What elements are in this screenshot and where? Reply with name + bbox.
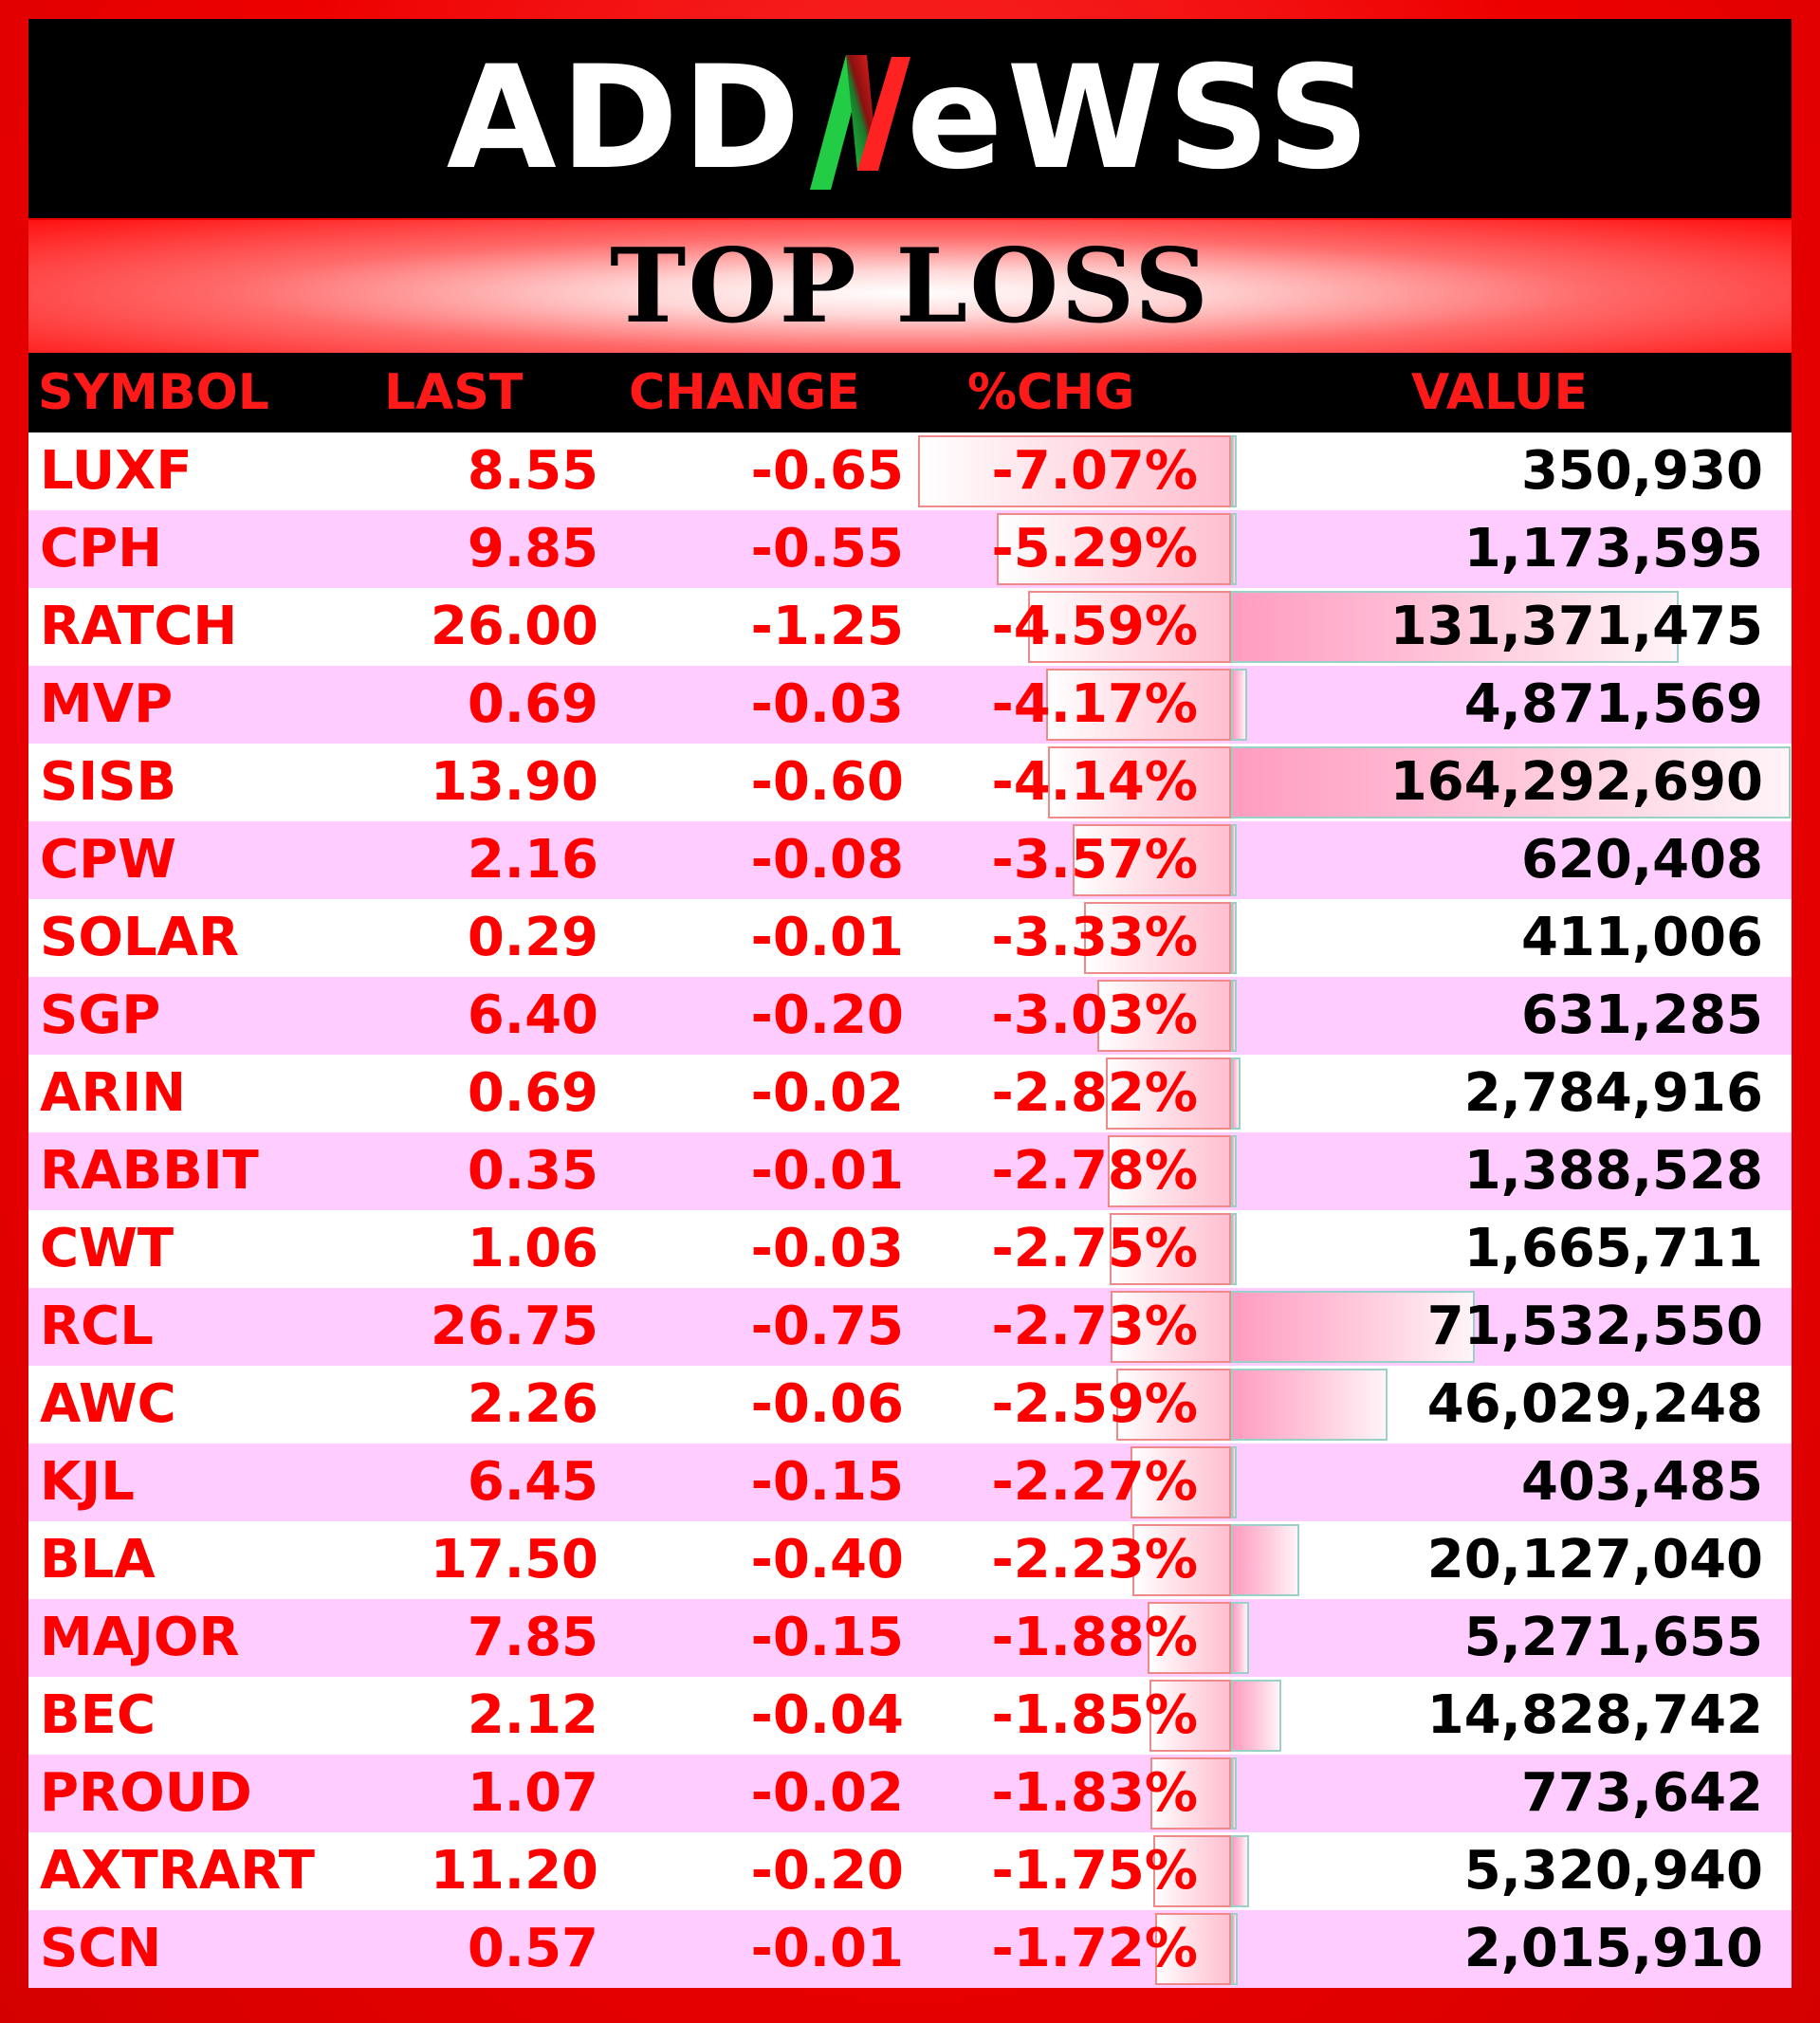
last-price-cell: 1.06 (467, 1218, 598, 1279)
value-bar (1231, 902, 1237, 974)
value-bar (1231, 435, 1237, 507)
table-row (28, 1055, 1792, 1132)
pct-change-cell: -1.85% (991, 1684, 1198, 1746)
value-cell: 71,532,550 (1426, 1296, 1763, 1357)
page-title: TOP LOSS (610, 227, 1210, 346)
symbol-cell: CPH (40, 518, 163, 579)
value-bar (1231, 1213, 1237, 1285)
table-header (28, 353, 1792, 432)
symbol-cell: RCL (40, 1296, 154, 1357)
table-row (28, 821, 1792, 899)
pct-change-cell: -2.82% (991, 1062, 1198, 1124)
value-cell: 2,015,910 (1463, 1918, 1763, 1979)
change-cell: -0.08 (750, 829, 904, 891)
table-row (28, 1677, 1792, 1755)
table-row (28, 1210, 1792, 1288)
value-cell: 403,485 (1520, 1451, 1763, 1513)
value-bar (1231, 1602, 1249, 1674)
value-bar (1231, 1913, 1238, 1985)
value-bar (1231, 669, 1247, 741)
value-cell: 46,029,248 (1426, 1373, 1763, 1435)
pct-change-cell: -1.83% (991, 1762, 1198, 1824)
logo-text-left: ADD (446, 36, 804, 201)
value-bar (1231, 513, 1237, 585)
table-row (28, 1910, 1792, 1988)
last-price-cell: 26.75 (430, 1296, 598, 1357)
pct-change-cell: -3.03% (991, 984, 1198, 1046)
change-cell: -0.20 (750, 1840, 904, 1902)
last-price-cell: 17.50 (430, 1529, 598, 1591)
change-cell: -0.03 (750, 1218, 904, 1279)
last-price-cell: 2.16 (467, 829, 598, 891)
table-row (28, 744, 1792, 821)
value-bar (1231, 1135, 1237, 1207)
last-price-cell: 2.12 (467, 1684, 598, 1746)
change-cell: -0.75 (750, 1296, 904, 1357)
value-cell: 350,930 (1520, 440, 1763, 502)
table-row (28, 1132, 1792, 1210)
last-price-cell: 0.29 (467, 907, 598, 968)
value-cell: 1,665,711 (1463, 1218, 1763, 1279)
last-price-cell: 6.40 (467, 984, 598, 1046)
pct-change-cell: -5.29% (991, 518, 1198, 579)
table-row (28, 1444, 1792, 1521)
value-cell: 2,784,916 (1463, 1062, 1763, 1124)
symbol-cell: SISB (40, 751, 177, 813)
symbol-cell: AXTRART (40, 1840, 315, 1902)
last-price-cell: 11.20 (430, 1840, 598, 1902)
change-cell: -0.40 (750, 1529, 904, 1591)
pct-change-cell: -4.17% (991, 673, 1198, 735)
value-cell: 5,320,940 (1463, 1840, 1763, 1902)
symbol-cell: SCN (40, 1918, 162, 1979)
change-cell: -0.04 (750, 1684, 904, 1746)
table-row (28, 1755, 1792, 1832)
change-cell: -0.01 (750, 1918, 904, 1979)
value-cell: 1,173,595 (1463, 518, 1763, 579)
last-price-cell: 6.45 (467, 1451, 598, 1513)
symbol-cell: KJL (40, 1451, 135, 1513)
pct-change-cell: -2.73% (991, 1296, 1198, 1357)
pct-change-cell: -2.59% (991, 1373, 1198, 1435)
table-row (28, 1521, 1792, 1599)
col-header-change: CHANGE (629, 364, 860, 421)
table-row (28, 588, 1792, 666)
col-header-value: VALUE (1411, 364, 1588, 421)
symbol-cell: SGP (40, 984, 161, 1046)
last-price-cell: 0.69 (467, 1062, 598, 1124)
pct-change-cell: -2.75% (991, 1218, 1198, 1279)
pct-change-cell: -1.88% (991, 1607, 1198, 1668)
value-cell: 164,292,690 (1389, 751, 1763, 813)
table-row (28, 899, 1792, 977)
value-bar (1231, 1369, 1388, 1441)
symbol-cell: CWT (40, 1218, 175, 1279)
change-cell: -0.02 (750, 1762, 904, 1824)
pct-change-cell: -2.23% (991, 1529, 1198, 1591)
value-bar (1231, 1524, 1299, 1596)
logo-text-right: eWSS (906, 36, 1374, 201)
pct-change-cell: -1.75% (991, 1840, 1198, 1902)
change-cell: -0.55 (750, 518, 904, 579)
last-price-cell: 0.57 (467, 1918, 598, 1979)
value-cell: 773,642 (1520, 1762, 1763, 1824)
logo-n-icon (799, 38, 912, 199)
symbol-cell: RABBIT (40, 1140, 259, 1202)
table-row (28, 432, 1792, 510)
change-cell: -0.15 (750, 1451, 904, 1513)
pct-change-cell: -4.14% (991, 751, 1198, 813)
pct-change-cell: -4.59% (991, 596, 1198, 657)
table-row (28, 1832, 1792, 1910)
table-row (28, 510, 1792, 588)
symbol-cell: ARIN (40, 1062, 187, 1124)
change-cell: -0.01 (750, 907, 904, 968)
last-price-cell: 0.69 (467, 673, 598, 735)
symbol-cell: MVP (40, 673, 174, 735)
last-price-cell: 8.55 (467, 440, 598, 502)
table-row (28, 1366, 1792, 1444)
change-cell: -0.60 (750, 751, 904, 813)
table-row (28, 1288, 1792, 1366)
change-cell: -0.65 (750, 440, 904, 502)
value-cell: 620,408 (1520, 829, 1763, 891)
last-price-cell: 0.35 (467, 1140, 598, 1202)
value-bar (1231, 980, 1237, 1052)
pct-change-cell: -2.78% (991, 1140, 1198, 1202)
last-price-cell: 2.26 (467, 1373, 598, 1435)
top-loss-table (28, 353, 1792, 1988)
change-cell: -0.02 (750, 1062, 904, 1124)
table-body (28, 432, 1792, 1988)
value-cell: 1,388,528 (1463, 1140, 1763, 1202)
change-cell: -1.25 (750, 596, 904, 657)
symbol-cell: BLA (40, 1529, 156, 1591)
value-cell: 131,371,475 (1389, 596, 1763, 657)
value-cell: 5,271,655 (1463, 1607, 1763, 1668)
pct-change-cell: -7.07% (991, 440, 1198, 502)
change-cell: -0.03 (750, 673, 904, 735)
addnewss-logo (447, 36, 1374, 201)
logo-bar (28, 19, 1792, 218)
value-bar (1231, 1835, 1249, 1907)
pct-change-cell: -3.57% (991, 829, 1198, 891)
table-row (28, 977, 1792, 1055)
value-cell: 14,828,742 (1426, 1684, 1763, 1746)
symbol-cell: RATCH (40, 596, 238, 657)
change-cell: -0.01 (750, 1140, 904, 1202)
value-bar (1231, 1446, 1237, 1518)
pct-change-cell: -2.27% (991, 1451, 1198, 1513)
last-price-cell: 9.85 (467, 518, 598, 579)
symbol-cell: CPW (40, 829, 176, 891)
symbol-cell: AWC (40, 1373, 176, 1435)
col-header-pct-change: %CHG (967, 364, 1135, 421)
value-cell: 4,871,569 (1463, 673, 1763, 735)
value-bar (1231, 824, 1237, 896)
last-price-cell: 1.07 (467, 1762, 598, 1824)
col-header-symbol: SYMBOL (38, 364, 269, 421)
value-bar (1231, 1757, 1237, 1830)
value-cell: 411,006 (1520, 907, 1763, 968)
value-bar (1231, 1057, 1241, 1130)
col-header-last: LAST (384, 364, 524, 421)
symbol-cell: LUXF (40, 440, 193, 502)
value-bar (1231, 1680, 1281, 1752)
change-cell: -0.15 (750, 1607, 904, 1668)
last-price-cell: 13.90 (430, 751, 598, 813)
change-cell: -0.20 (750, 984, 904, 1046)
pct-change-cell: -3.33% (991, 907, 1198, 968)
symbol-cell: PROUD (40, 1762, 252, 1824)
symbol-cell: SOLAR (40, 907, 240, 968)
change-cell: -0.06 (750, 1373, 904, 1435)
last-price-cell: 7.85 (467, 1607, 598, 1668)
symbol-cell: MAJOR (40, 1607, 240, 1668)
last-price-cell: 26.00 (430, 596, 598, 657)
table-row (28, 666, 1792, 744)
table-row (28, 1599, 1792, 1677)
symbol-cell: BEC (40, 1684, 156, 1746)
pct-change-cell: -1.72% (991, 1918, 1198, 1979)
title-band (28, 220, 1792, 353)
value-cell: 20,127,040 (1426, 1529, 1763, 1591)
value-cell: 631,285 (1520, 984, 1763, 1046)
